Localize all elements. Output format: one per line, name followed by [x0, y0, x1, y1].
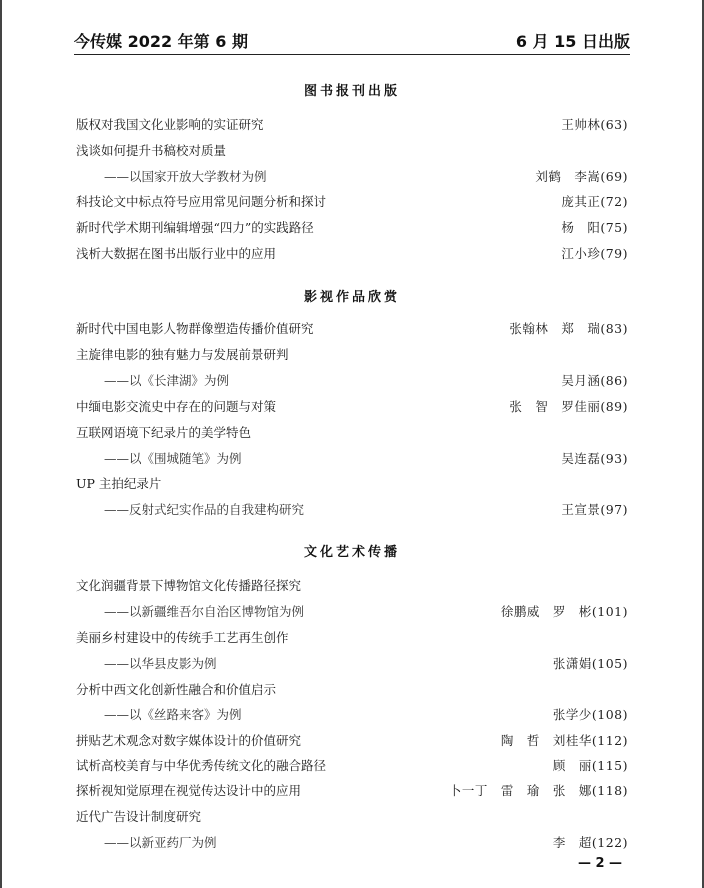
section-title-culture-art: 文化艺术传播	[303, 545, 400, 560]
entry-title: 新时代中国电影人物群像塑造传播价值研究	[76, 321, 314, 336]
entry-author-page: 王宣景(97)	[561, 502, 628, 517]
entry-title: 拼贴艺术观念对数字媒体设计的价值研究	[76, 733, 302, 748]
toc-entry[interactable]	[76, 191, 628, 213]
entry-author-page: 张潇娟(105)	[552, 656, 628, 671]
toc-entry[interactable]	[76, 627, 628, 649]
toc-entry[interactable]	[76, 318, 628, 340]
entry-author-page: 庞其正(72)	[561, 194, 628, 209]
running-header	[74, 26, 630, 54]
toc-entry[interactable]	[76, 114, 628, 136]
toc-entry[interactable]	[76, 396, 628, 418]
entry-subtitle: ——以新疆维吾尔自治区博物馆为例	[104, 604, 305, 619]
toc-entry[interactable]	[76, 473, 628, 495]
entry-title: 试析高校美育与中华优秀传统文化的融合路径	[76, 758, 327, 773]
entry-author-page: 吴连磊(93)	[561, 451, 628, 466]
toc-entry[interactable]	[76, 140, 628, 162]
header-rule	[74, 54, 630, 55]
toc-entry-subtitle[interactable]	[76, 166, 628, 188]
toc-entry[interactable]	[76, 422, 628, 444]
entry-title: 近代广告设计制度研究	[76, 809, 202, 824]
toc-entry[interactable]	[76, 755, 628, 777]
entry-title: 新时代学术期刊编辑增强“四力”的实践路径	[76, 220, 314, 235]
entry-subtitle: ——以华县皮影为例	[104, 656, 217, 671]
entry-author-page: 卜一丁 雷 瑜 张 娜(118)	[448, 783, 628, 798]
entry-title: 浅析大数据在图书出版行业中的应用	[76, 246, 277, 261]
entry-subtitle: ——以《丝路来客》为例	[104, 707, 242, 722]
section-title-publishing: 图书报刊出版	[303, 84, 400, 99]
entry-author-page: 江小珍(79)	[561, 246, 628, 261]
toc-entry[interactable]	[76, 344, 628, 366]
page-number: — 2 —	[577, 856, 623, 871]
journal-issue: 今传媒 2022 年第 6 期	[74, 31, 248, 51]
entry-title: 美丽乡村建设中的传统手工艺再生创作	[76, 630, 289, 645]
entry-author-page: 张学少(108)	[552, 707, 628, 722]
entry-subtitle: ——以《长津湖》为例	[104, 373, 230, 388]
entry-author-page: 王帅林(63)	[561, 117, 628, 132]
publication-date: 6 月 15 日出版	[515, 31, 630, 51]
entry-title: 主旋律电影的独有魅力与发展前景研判	[76, 347, 289, 362]
toc-entry[interactable]	[76, 243, 628, 265]
entry-author-page: 陶 哲 刘桂华(112)	[500, 733, 628, 748]
toc-entry[interactable]	[76, 575, 628, 597]
entry-title: UP 主拍纪录片	[76, 476, 162, 491]
entry-author-page: 顾 丽(115)	[552, 758, 628, 773]
entry-subtitle: ——反射式纪实作品的自我建构研究	[104, 502, 305, 517]
entry-author-page: 刘鹤 李嵩(69)	[535, 169, 628, 184]
entry-subtitle: ——以《围城随笔》为例	[104, 451, 242, 466]
entry-author-page: 吴月涵(86)	[561, 373, 628, 388]
page-edge-left	[0, 0, 2, 888]
entry-author-page: 李 超(122)	[552, 835, 628, 850]
toc-entry-subtitle[interactable]	[76, 601, 628, 623]
toc-entry-subtitle[interactable]	[76, 499, 628, 521]
entry-title: 分析中西文化创新性融合和价值启示	[76, 682, 277, 697]
entry-subtitle: ——以新亚药厂为例	[104, 835, 217, 850]
entry-title: 中缅电影交流史中存在的问题与对策	[76, 399, 277, 414]
toc-entry[interactable]	[76, 806, 628, 828]
toc-entry-subtitle[interactable]	[76, 704, 628, 726]
entry-title: 文化润疆背景下博物馆文化传播路径探究	[76, 578, 302, 593]
toc-entry[interactable]	[76, 780, 628, 802]
entry-author-page: 张 智 罗佳丽(89)	[509, 399, 628, 414]
entry-title: 科技论文中标点符号应用常见问题分析和探讨	[76, 194, 327, 209]
entry-title: 浅谈如何提升书稿校对质量	[76, 143, 227, 158]
entry-author-page: 杨 阳(75)	[561, 220, 628, 235]
entry-title: 版权对我国文化业影响的实证研究	[76, 117, 264, 132]
entry-author-page: 徐鹏威 罗 彬(101)	[500, 604, 628, 619]
toc-entry-subtitle[interactable]	[76, 370, 628, 392]
toc-entry-subtitle[interactable]	[76, 448, 628, 470]
toc-entry[interactable]	[76, 730, 628, 752]
entry-author-page: 张翰林 郑 瑞(83)	[509, 321, 628, 336]
section-title-film: 影视作品欣赏	[303, 290, 400, 305]
entry-title: 探析视知觉原理在视觉传达设计中的应用	[76, 783, 302, 798]
toc-entry-subtitle[interactable]	[76, 832, 628, 854]
entry-title: 互联网语境下纪录片的美学特色	[76, 425, 252, 440]
entry-subtitle: ——以国家开放大学教材为例	[104, 169, 267, 184]
toc-entry[interactable]	[76, 217, 628, 239]
toc-entry[interactable]	[76, 679, 628, 701]
toc-entry-subtitle[interactable]	[76, 653, 628, 675]
